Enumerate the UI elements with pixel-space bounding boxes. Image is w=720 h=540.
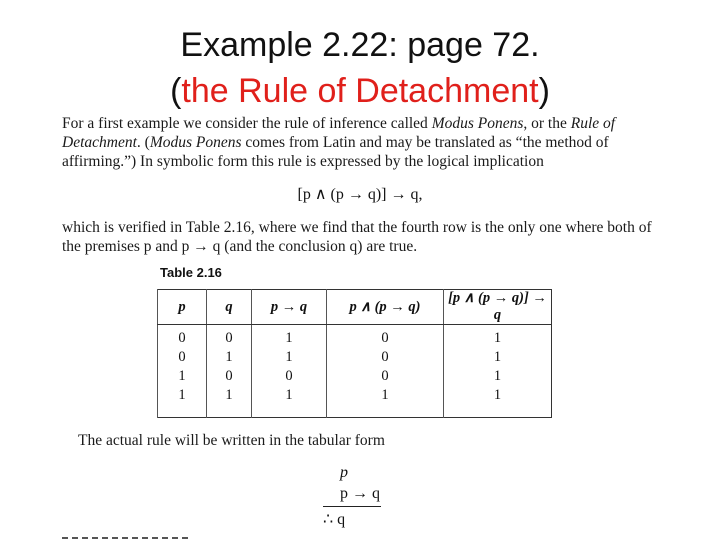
table-cell: 0 xyxy=(327,325,444,349)
table-row xyxy=(158,348,552,367)
header-p: p xyxy=(158,290,207,325)
table-cell: 1 xyxy=(207,386,252,418)
header-p-and-p-implies-q: p ∧ (p → q) xyxy=(327,290,444,325)
table-cell: 0 xyxy=(252,367,327,386)
table-cell: 1 xyxy=(252,386,327,418)
table-row xyxy=(158,325,552,349)
title-close-paren: ) xyxy=(538,72,550,110)
table-cell: 1 xyxy=(444,367,552,386)
para1-emph-1: Modus Ponens xyxy=(431,115,524,132)
para1-emph-2: Rule of Detachment xyxy=(62,115,616,151)
rule-premise-2: p → q xyxy=(340,485,380,502)
table-cell: 1 xyxy=(158,367,207,386)
table-cell: 1 xyxy=(444,348,552,367)
header-q: q xyxy=(207,290,252,325)
para1-text-2: , or the xyxy=(523,115,571,132)
cut-off-text-line xyxy=(62,532,202,540)
truth-table-header-row xyxy=(158,290,552,325)
book-paragraph-3: The actual rule will be written in the tabular form xyxy=(78,432,385,449)
logical-implication-formula: [p ∧ (p → q)] → q, xyxy=(297,186,423,203)
table-caption: Table 2.16 xyxy=(160,265,222,280)
header-p-implies-q: p → q xyxy=(252,290,327,325)
table-row xyxy=(158,367,552,386)
table-cell: 0 xyxy=(327,348,444,367)
truth-table xyxy=(157,289,552,418)
para1-emph-3: Modus Ponens xyxy=(149,134,242,151)
table-cell: 1 xyxy=(444,386,552,418)
table-cell: 1 xyxy=(252,325,327,349)
table-cell: 1 xyxy=(252,348,327,367)
header-full-implication: [p ∧ (p → q)] → q xyxy=(444,290,552,325)
table-cell: 0 xyxy=(158,325,207,349)
table-cell: 0 xyxy=(158,348,207,367)
table-cell: 1 xyxy=(207,348,252,367)
slide-title-line-1: Example 2.22: page 72. xyxy=(180,26,540,64)
table-cell: 0 xyxy=(207,367,252,386)
para1-text-3: . ( xyxy=(136,134,150,151)
table-cell: 0 xyxy=(207,325,252,349)
rule-conclusion: ∴ q xyxy=(323,511,346,528)
slide-title-line-2 xyxy=(0,72,720,110)
table-cell: 1 xyxy=(158,386,207,418)
cut-off-text-glyphs xyxy=(62,537,192,539)
title-highlight: the Rule of Detachment xyxy=(181,72,539,110)
table-cell: 0 xyxy=(327,367,444,386)
para1-text-4: comes from Latin and may be translated as “the method of affirming.”) In symbolic form this rule is expressed by the logical implication xyxy=(62,134,609,170)
rule-divider-line xyxy=(323,506,381,507)
book-paragraph-1 xyxy=(62,114,662,171)
book-paragraph-2: which is verified in Table 2.16, where we find that the fourth row is the only one where both of the premises p and p → q (and the conclusion q) are true. xyxy=(62,219,652,255)
table-cell: 1 xyxy=(444,325,552,349)
title-open-paren: ( xyxy=(170,72,182,110)
table-cell: 1 xyxy=(327,386,444,418)
table-row xyxy=(158,386,552,418)
para1-text-1: For a first example we consider the rule of inference called xyxy=(62,115,432,132)
rule-premise-1: p xyxy=(340,464,348,481)
